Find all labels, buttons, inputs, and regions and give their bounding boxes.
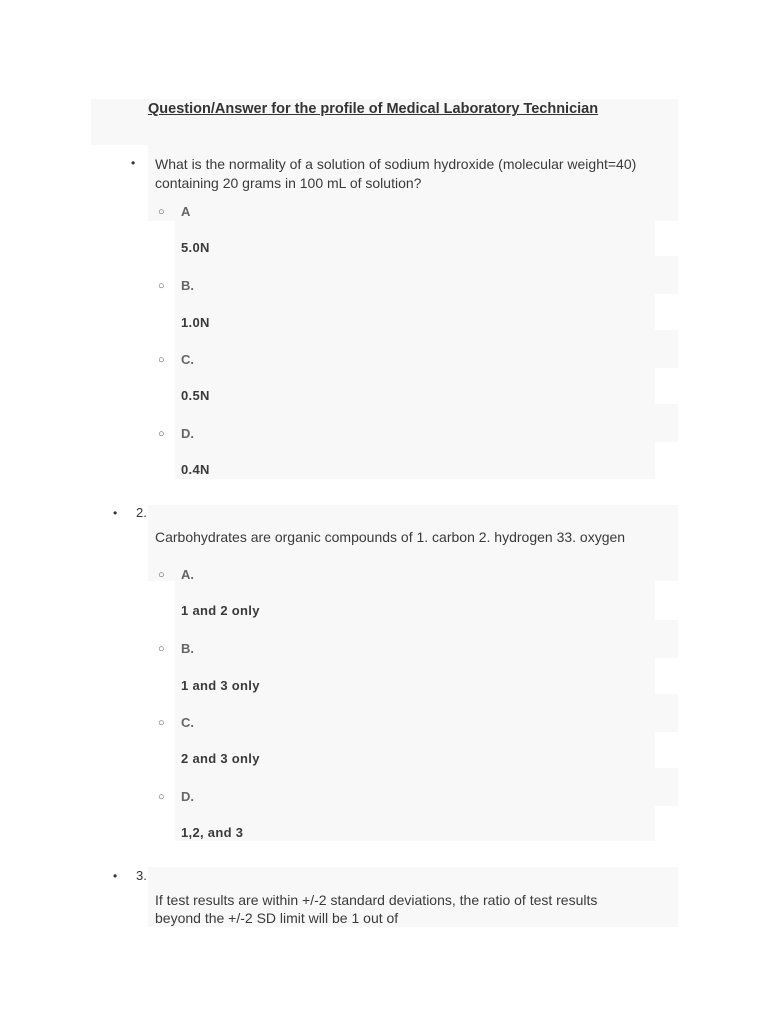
q1-options-band-wide-2	[175, 330, 678, 368]
q1-option-b-circle: ○	[158, 280, 165, 292]
q2-options-band-wide-2	[175, 694, 678, 732]
q2-option-d-label: D.	[181, 789, 194, 804]
q1-options-band-wide-3	[175, 404, 678, 442]
page-title: Question/Answer for the profile of Medical Laboratory Technician	[148, 101, 599, 117]
q1-option-a-circle: ○	[158, 206, 165, 218]
q2-option-a-circle: ○	[158, 569, 165, 581]
q1-option-d-circle: ○	[158, 428, 165, 440]
q2-option-a-label: A.	[181, 567, 194, 582]
q1-option-a-label: A	[181, 204, 191, 219]
q2-option-c-circle: ○	[158, 717, 165, 729]
q2-number: 2.	[136, 505, 147, 520]
q3-number: 3.	[136, 868, 147, 883]
q3-bullet: •	[113, 869, 118, 883]
q1-option-d-value: 0.4N	[181, 462, 210, 477]
q1-option-c-label: C.	[181, 352, 194, 367]
q3-text-line1: If test results are within +/-2 standard deviations, the ratio of test results	[155, 892, 598, 908]
q2-option-a-value: 1 and 2 only	[181, 603, 260, 618]
q1-bullet: •	[131, 156, 136, 170]
q2-options-band-wide-1	[175, 620, 678, 658]
q1-option-c-value: 0.5N	[181, 388, 210, 403]
q1-option-d-label: D.	[181, 426, 194, 441]
q1-option-a-value: 5.0N	[181, 240, 210, 255]
q2-options-band-wide-3	[175, 768, 678, 806]
q1-options-band-wide-1	[175, 256, 678, 294]
q1-option-b-label: B.	[181, 278, 194, 293]
q2-option-d-circle: ○	[158, 791, 165, 803]
q1-text-line1: What is the normality of a solution of sodium hydroxide (molecular weight=40)	[155, 156, 637, 172]
q2-text-line1: Carbohydrates are organic compounds of 1. carbon 2. hydrogen 33. oxygen	[155, 529, 626, 545]
q1-option-c-circle: ○	[158, 354, 165, 366]
q1-option-b-value: 1.0N	[181, 315, 210, 330]
q2-option-b-circle: ○	[158, 643, 165, 655]
q2-option-c-label: C.	[181, 715, 194, 730]
q2-option-b-value: 1 and 3 only	[181, 678, 260, 693]
q2-bullet: •	[113, 506, 118, 520]
q2-option-b-label: B.	[181, 641, 194, 656]
q2-option-d-value: 1,2, and 3	[181, 825, 244, 840]
q1-text-line2: containing 20 grams in 100 mL of solution?	[155, 175, 422, 191]
q2-option-c-value: 2 and 3 only	[181, 751, 260, 766]
q3-text-line2: beyond the +/-2 SD limit will be 1 out of	[155, 910, 399, 926]
